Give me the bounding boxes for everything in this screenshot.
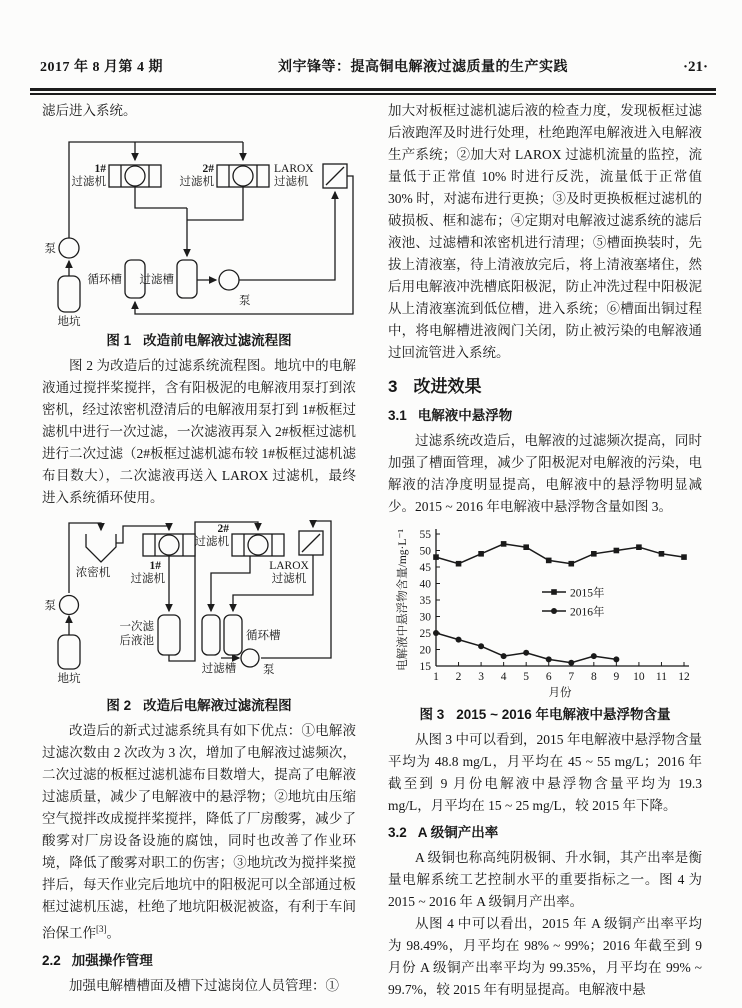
pump-1 xyxy=(59,238,79,258)
pit-tank xyxy=(58,635,80,669)
paragraph-3-1-results: 从图 3 中可以看到，2015 年电解液中悬浮物含量平均为 48.8 mg/L，月平均在 45 ~ 55 mg/L；2016 年截至到 9 月份电解液中悬浮物含量平均为 19.3 mg/L，月平均在 15 ~ 25 mg/L，较 2015 年下降。 xyxy=(388,732,702,813)
data-marker xyxy=(501,653,507,659)
filtrate-tank-label: 过滤槽 xyxy=(139,274,174,286)
paragraph-fig2-description: 图 2 为改造后的过滤系统流程图。地坑中的电解液通过搅拌桨搅拌，含有阳极泥的电解液用泵打到浓密机，经过浓密机澄清后的电解液用泵打到 1#板框过滤机中进行一次过滤，一次滤液再泵入 2#板框过滤机进行二次过滤（2#板框过滤机滤布较 1#板框过滤机滤布目数大），二次滤液再送入 LAROX 过滤机，最终进入系统循环使用。 xyxy=(42,358,356,505)
data-marker xyxy=(551,589,557,595)
circulation-tank-label: 循环槽 xyxy=(87,274,122,286)
filtrate-tank-label: 过滤槽 xyxy=(201,663,237,675)
data-marker xyxy=(636,544,642,550)
data-marker xyxy=(591,551,597,557)
x-tick-label: 9 xyxy=(613,671,620,683)
data-marker xyxy=(613,656,619,662)
figure-2-caption xyxy=(42,696,356,716)
section-3-2-title: A 级铜产出率 xyxy=(417,825,499,840)
pump-label: 泵 xyxy=(44,600,56,612)
paragraph-3-2-intro: A 级铜也称高纯阴极铜、升水铜，其产出率是衡量电解系统工艺控制水平的重要指标之一。图 4 为 2015 ~ 2016 年 A 级铜月产出率。 xyxy=(388,850,702,909)
circulation-tank-label: 循环槽 xyxy=(246,630,281,642)
data-marker xyxy=(614,548,620,554)
x-tick-label: 4 xyxy=(500,671,507,683)
x-tick-label: 12 xyxy=(678,671,690,683)
y-tick-label: 55 xyxy=(419,529,431,541)
pit-tank xyxy=(58,276,80,312)
figure-3 xyxy=(388,524,702,725)
filter-1-label: 过滤机 xyxy=(130,573,165,585)
data-marker xyxy=(501,541,507,547)
y-tick-label: 30 xyxy=(419,611,431,624)
y-tick-label: 45 xyxy=(419,562,431,574)
filter-2-no: 2# xyxy=(217,523,229,535)
paragraph-continuation: 滤后进入系统。 xyxy=(42,103,137,118)
larox-label-1: LAROX xyxy=(274,163,314,175)
x-axis-label: 月份 xyxy=(548,687,572,699)
x-tick-label: 6 xyxy=(545,671,552,683)
series-line xyxy=(436,544,684,564)
data-marker xyxy=(681,554,687,560)
paragraph-3-2-results: 从图 4 中可以看出，2015 年 A 级铜产出率平均为 98.49%，月平均在 98% ~ 99%；2016 年截至到 9 月份 A 级铜产出率平均为 99.35%，月平均在 99% ~ 99.7%，较 2015 年有明显提高。电解液中悬 xyxy=(388,916,702,997)
data-marker xyxy=(523,544,529,550)
equipment-shapes xyxy=(58,531,323,669)
header-rule xyxy=(30,88,716,95)
advantages-text: 改造后的新式过滤系统具有如下优点：①电解液过滤次数由 2 次改为 3 次，增加了电解液过滤频次，二次过滤的板框过滤机滤布目数增大，提高了电解液过滤质量，减少了电解液中的悬浮物；②地坑由压缩空气搅拌改成搅拌桨搅拌，降低了厂房酸雾，减少了酸雾对厂房设备设施的腐蚀，同时也改善了作业环境，降低了酸雾对职工的伤害；③地坑改为搅拌桨搅拌后，每天作业完后地坑中的阳极泥可以全部通过板框过滤机压滤，杜绝了地坑阳极泥被盗，有利于车间治保工作 xyxy=(42,723,356,941)
header-rule-thin xyxy=(30,93,716,95)
paragraph-3-1-intro: 过滤系统改造后，电解液的过滤频次提高，同时加强了槽面管理，减少了阳极泥对电解液的污染，电解液的洁净度明显提高，电解液中的悬浮物明显减少。2015 ~ 2016 年电解液中悬浮物含量如图 3。 xyxy=(388,433,702,514)
figure-2 xyxy=(42,515,356,716)
figure-1-caption-text: 改造前电解液过滤流程图 xyxy=(143,333,292,348)
pump-2 xyxy=(219,270,239,290)
data-marker xyxy=(433,554,439,560)
data-marker xyxy=(433,630,439,636)
x-tick-label: 10 xyxy=(633,671,645,683)
figure-2-caption-no: 图 2 xyxy=(106,698,132,713)
filter-2-drum xyxy=(233,166,253,186)
data-marker xyxy=(456,637,462,643)
data-marker xyxy=(478,551,484,557)
legend-label: 2016年 xyxy=(570,606,605,619)
figure-1-caption-no: 图 1 xyxy=(106,333,132,348)
filter-1-no: 1# xyxy=(94,163,106,175)
x-tick-label: 7 xyxy=(568,671,575,683)
figure-1-caption xyxy=(42,331,356,351)
pit-label: 地坑 xyxy=(57,316,81,328)
filter-1-drum xyxy=(159,535,179,555)
data-marker xyxy=(523,650,529,656)
section-3-number: 3 xyxy=(388,377,398,396)
left-column xyxy=(42,100,356,997)
pump-2-label: 泵 xyxy=(239,295,251,307)
primary-filtrate-tank xyxy=(158,615,180,655)
filter-2-label: 过滤机 xyxy=(179,176,214,188)
pit-label: 地坑 xyxy=(57,673,81,685)
filter-2-label: 过滤机 xyxy=(194,536,229,548)
data-marker xyxy=(568,660,574,666)
diagram-labels xyxy=(45,163,315,328)
data-marker xyxy=(478,643,484,649)
data-marker xyxy=(551,608,557,614)
y-tick-label: 50 xyxy=(419,545,431,558)
larox-label-2: 过滤机 xyxy=(271,573,307,585)
larox-label-1: LAROX xyxy=(269,560,309,572)
y-tick-label: 25 xyxy=(419,628,431,640)
pump-label: 泵 xyxy=(44,243,56,255)
data-marker xyxy=(659,551,665,557)
section-3-2-number: 3.2 xyxy=(388,825,407,840)
citation-ref: [3] xyxy=(96,924,107,934)
section-2-2-heading xyxy=(42,950,356,972)
data-marker xyxy=(546,558,552,564)
section-3-title: 改进效果 xyxy=(413,377,482,396)
y-axis-label: 电解液中悬浮物含量/mg·L⁻¹ xyxy=(397,529,409,671)
issue-label: 2017 年 8 月第 4 期 xyxy=(40,60,163,75)
figure-2-caption-text: 改造后电解液过滤流程图 xyxy=(143,698,292,713)
y-tick-label: 40 xyxy=(419,578,431,591)
data-marker xyxy=(456,561,462,567)
y-tick-label: 35 xyxy=(419,595,431,607)
circulation-tank xyxy=(224,615,242,655)
section-3-1-heading xyxy=(388,405,702,427)
y-tick-label: 20 xyxy=(419,644,431,657)
series-line xyxy=(436,633,616,663)
x-tick-label: 8 xyxy=(590,671,597,683)
paragraph-management: 加大对板框过滤机滤后液的检查力度，发现板框过滤后液跑浑及时进行处理，杜绝跑浑电解液进入电解液生产系统；②加大对 LAROX 过滤机流量的监控，流量低于正常值 10% 时进行反洗，流量低于正常值 30% 时，对滤布进行更换；③及时更换板框过滤机的破损板、框和滤布；④定期对电解液过滤系统的滤后液池、过滤槽和浓密机进行清理；⑤槽面换装时，先拔上清液塞，待上清液放完后，将上清液塞堵住，然后用电解液冲洗槽底阳极泥，防止冲洗过程中阳极泥从上清液塞流到低位槽，进入系统；⑥槽面出铜过程中，将电解槽进液阀门关闭，防止被污染的电解液通过回流管进入系统。 xyxy=(388,103,702,360)
thickener-label: 浓密机 xyxy=(75,567,111,579)
filter-1-no: 1# xyxy=(149,560,161,572)
section-2-2-number: 2.2 xyxy=(42,952,61,968)
x-tick-label: 11 xyxy=(655,671,667,683)
filter-2-drum xyxy=(248,535,268,555)
header-rule-thick xyxy=(30,88,716,91)
figure-1 xyxy=(42,128,356,351)
figure-3-caption xyxy=(388,705,702,725)
paragraph-advantages xyxy=(42,720,356,945)
right-column xyxy=(388,100,702,1001)
primary-tank-label-1: 一次滤 xyxy=(119,621,154,633)
section-3-2-heading xyxy=(388,822,702,844)
advantages-end: 。 xyxy=(106,925,120,941)
data-marker xyxy=(546,656,552,662)
figure-1-diagram xyxy=(43,128,355,328)
running-title: 刘宇锋等：提高铜电解液过滤质量的生产实践 xyxy=(277,60,568,75)
data-marker xyxy=(591,653,597,659)
figure-3-caption-text: 2015 ~ 2016 年电解液中悬浮物含量 xyxy=(456,707,671,722)
data-marker xyxy=(568,561,574,567)
pump-1 xyxy=(60,596,79,615)
section-3-1-title: 电解液中悬浮物 xyxy=(417,408,513,423)
larox-label-2: 过滤机 xyxy=(274,176,309,188)
pump-2 xyxy=(241,649,259,667)
legend-label: 2015年 xyxy=(570,587,605,600)
x-tick-label: 3 xyxy=(478,671,484,683)
figure-3-caption-no: 图 3 xyxy=(419,707,445,722)
pump-2-label: 泵 xyxy=(263,664,275,676)
filter-2-no: 2# xyxy=(202,163,214,175)
filtrate-tank xyxy=(177,260,197,298)
x-tick-label: 1 xyxy=(433,671,439,683)
filtrate-tank xyxy=(202,615,220,655)
filter-1-label: 过滤机 xyxy=(71,176,106,188)
x-tick-label: 5 xyxy=(523,671,530,683)
thickener-funnel xyxy=(86,534,116,562)
filter-1-drum xyxy=(125,166,145,186)
section-3-1-number: 3.1 xyxy=(388,408,407,423)
primary-tank-label-2: 后液池 xyxy=(119,635,154,647)
suspended-solids-chart xyxy=(394,524,696,702)
page-header xyxy=(40,56,708,76)
paragraph-2-2: 加强电解槽槽面及槽下过滤岗位人员管理：① xyxy=(69,977,339,993)
section-2-2-title: 加强操作管理 xyxy=(71,952,153,968)
figure-2-diagram xyxy=(43,515,355,693)
y-tick-label: 15 xyxy=(419,661,431,673)
page-number: ·21· xyxy=(682,59,708,75)
x-tick-label: 2 xyxy=(455,671,462,683)
section-3-heading xyxy=(388,376,702,398)
